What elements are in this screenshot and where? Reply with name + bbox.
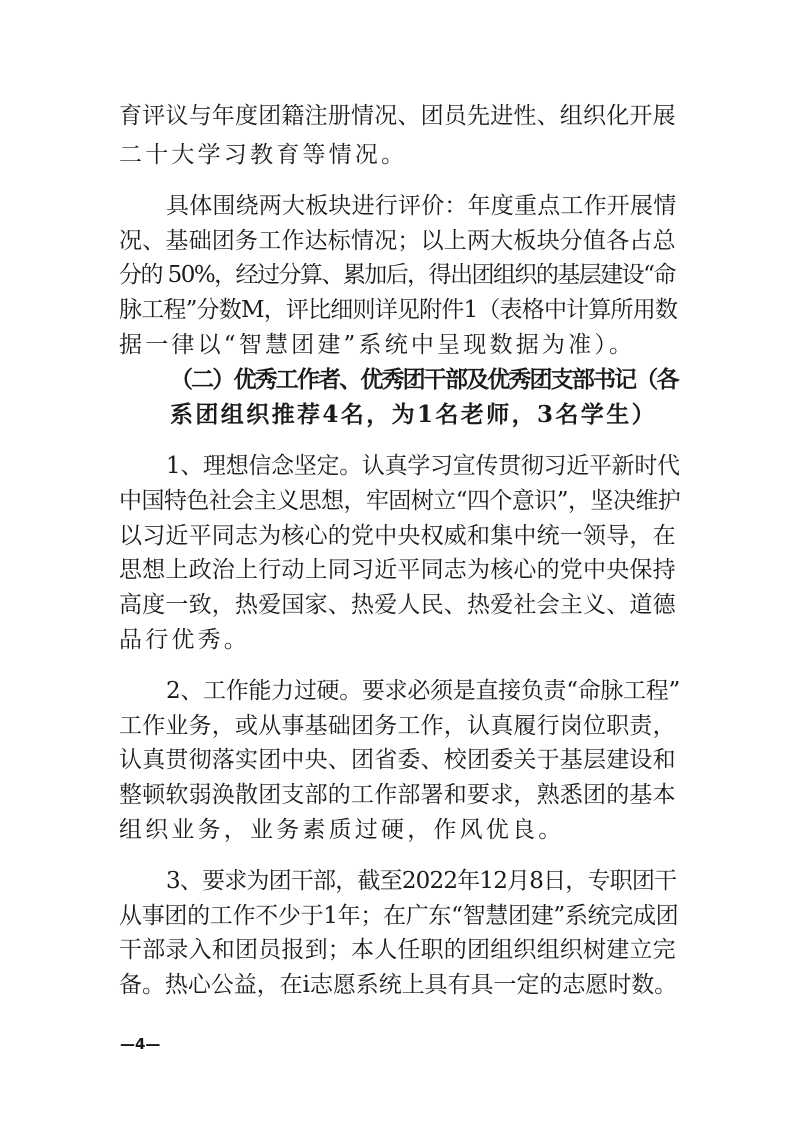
paragraph-line: 工作业务，或从事基础团务工作，认真履行岗位职责， bbox=[119, 713, 676, 739]
paragraph-line: 认真贯彻落实团中央、团省委、校团委关于基层建设和 bbox=[119, 747, 676, 773]
paragraph-line: 整顿软弱涣散团支部的工作部署和要求，熟悉团的基本 bbox=[119, 782, 676, 808]
paragraph-line: 二十大学习教育等情况。 bbox=[119, 142, 408, 168]
paragraph-line: 备。热心公益，在i志愿系统上具有具一定的志愿时数。 bbox=[119, 972, 678, 998]
paragraph-line: 具体围绕两大板块进行评价：年度重点工作开展情 bbox=[166, 193, 677, 219]
paragraph-line: 高度一致，热爱国家、热爱人民、热爱社会主义、道德 bbox=[119, 592, 676, 618]
section-heading-line: （二）优秀工作者、优秀团干部及优秀团支部书记（各 bbox=[170, 366, 678, 393]
paragraph-line: 3、要求为团干部，截至2022年12月8日，专职团干 bbox=[166, 868, 677, 894]
paragraph-line: 况、基础团务工作达标情况；以上两大板块分值各占总 bbox=[119, 228, 676, 254]
paragraph-line: 中国特色社会主义思想，牢固树立“四个意识”，坚决维护 bbox=[119, 488, 681, 514]
paragraph-line: 组织业务，业务素质过硬，作风优良。 bbox=[119, 817, 565, 843]
paragraph-line: 1、理想信念坚定。认真学习宣传贯彻习近平新时代 bbox=[166, 453, 680, 479]
paragraph-line: 据一律以“智慧团建”系统中呈现数据为准）。 bbox=[119, 332, 636, 358]
paragraph-line: 思想上政治上行动上同习近平同志为核心的党中央保持 bbox=[119, 557, 676, 583]
paragraph-line: 脉工程”分数M，评比细则详见附件1（表格中计算所用数 bbox=[119, 297, 678, 323]
paragraph-line: 从事团的工作不少于1年；在广东“智慧团建”系统完成团 bbox=[119, 903, 679, 929]
paragraph-line: 2、工作能力过硬。要求必须是直接负责“命脉工程” bbox=[166, 678, 680, 704]
paragraph-line: 以习近平同志为核心的党中央权威和集中统一领导，在 bbox=[119, 523, 676, 549]
page-number: —4— bbox=[120, 1035, 161, 1053]
paragraph-line: 分的 50%，经过分算、累加后，得出团组织的基层建设“命 bbox=[119, 262, 675, 288]
paragraph-line: 育评议与年度团籍注册情况、团员先进性、组织化开展 bbox=[119, 103, 676, 129]
section-heading-line: 系团组织推荐4名，为1名老师，3名学生） bbox=[170, 401, 658, 428]
paragraph-line: 干部录入和团员报到；本人任职的团组织组织树建立完 bbox=[119, 937, 676, 963]
paragraph-line: 品行优秀。 bbox=[119, 627, 250, 653]
